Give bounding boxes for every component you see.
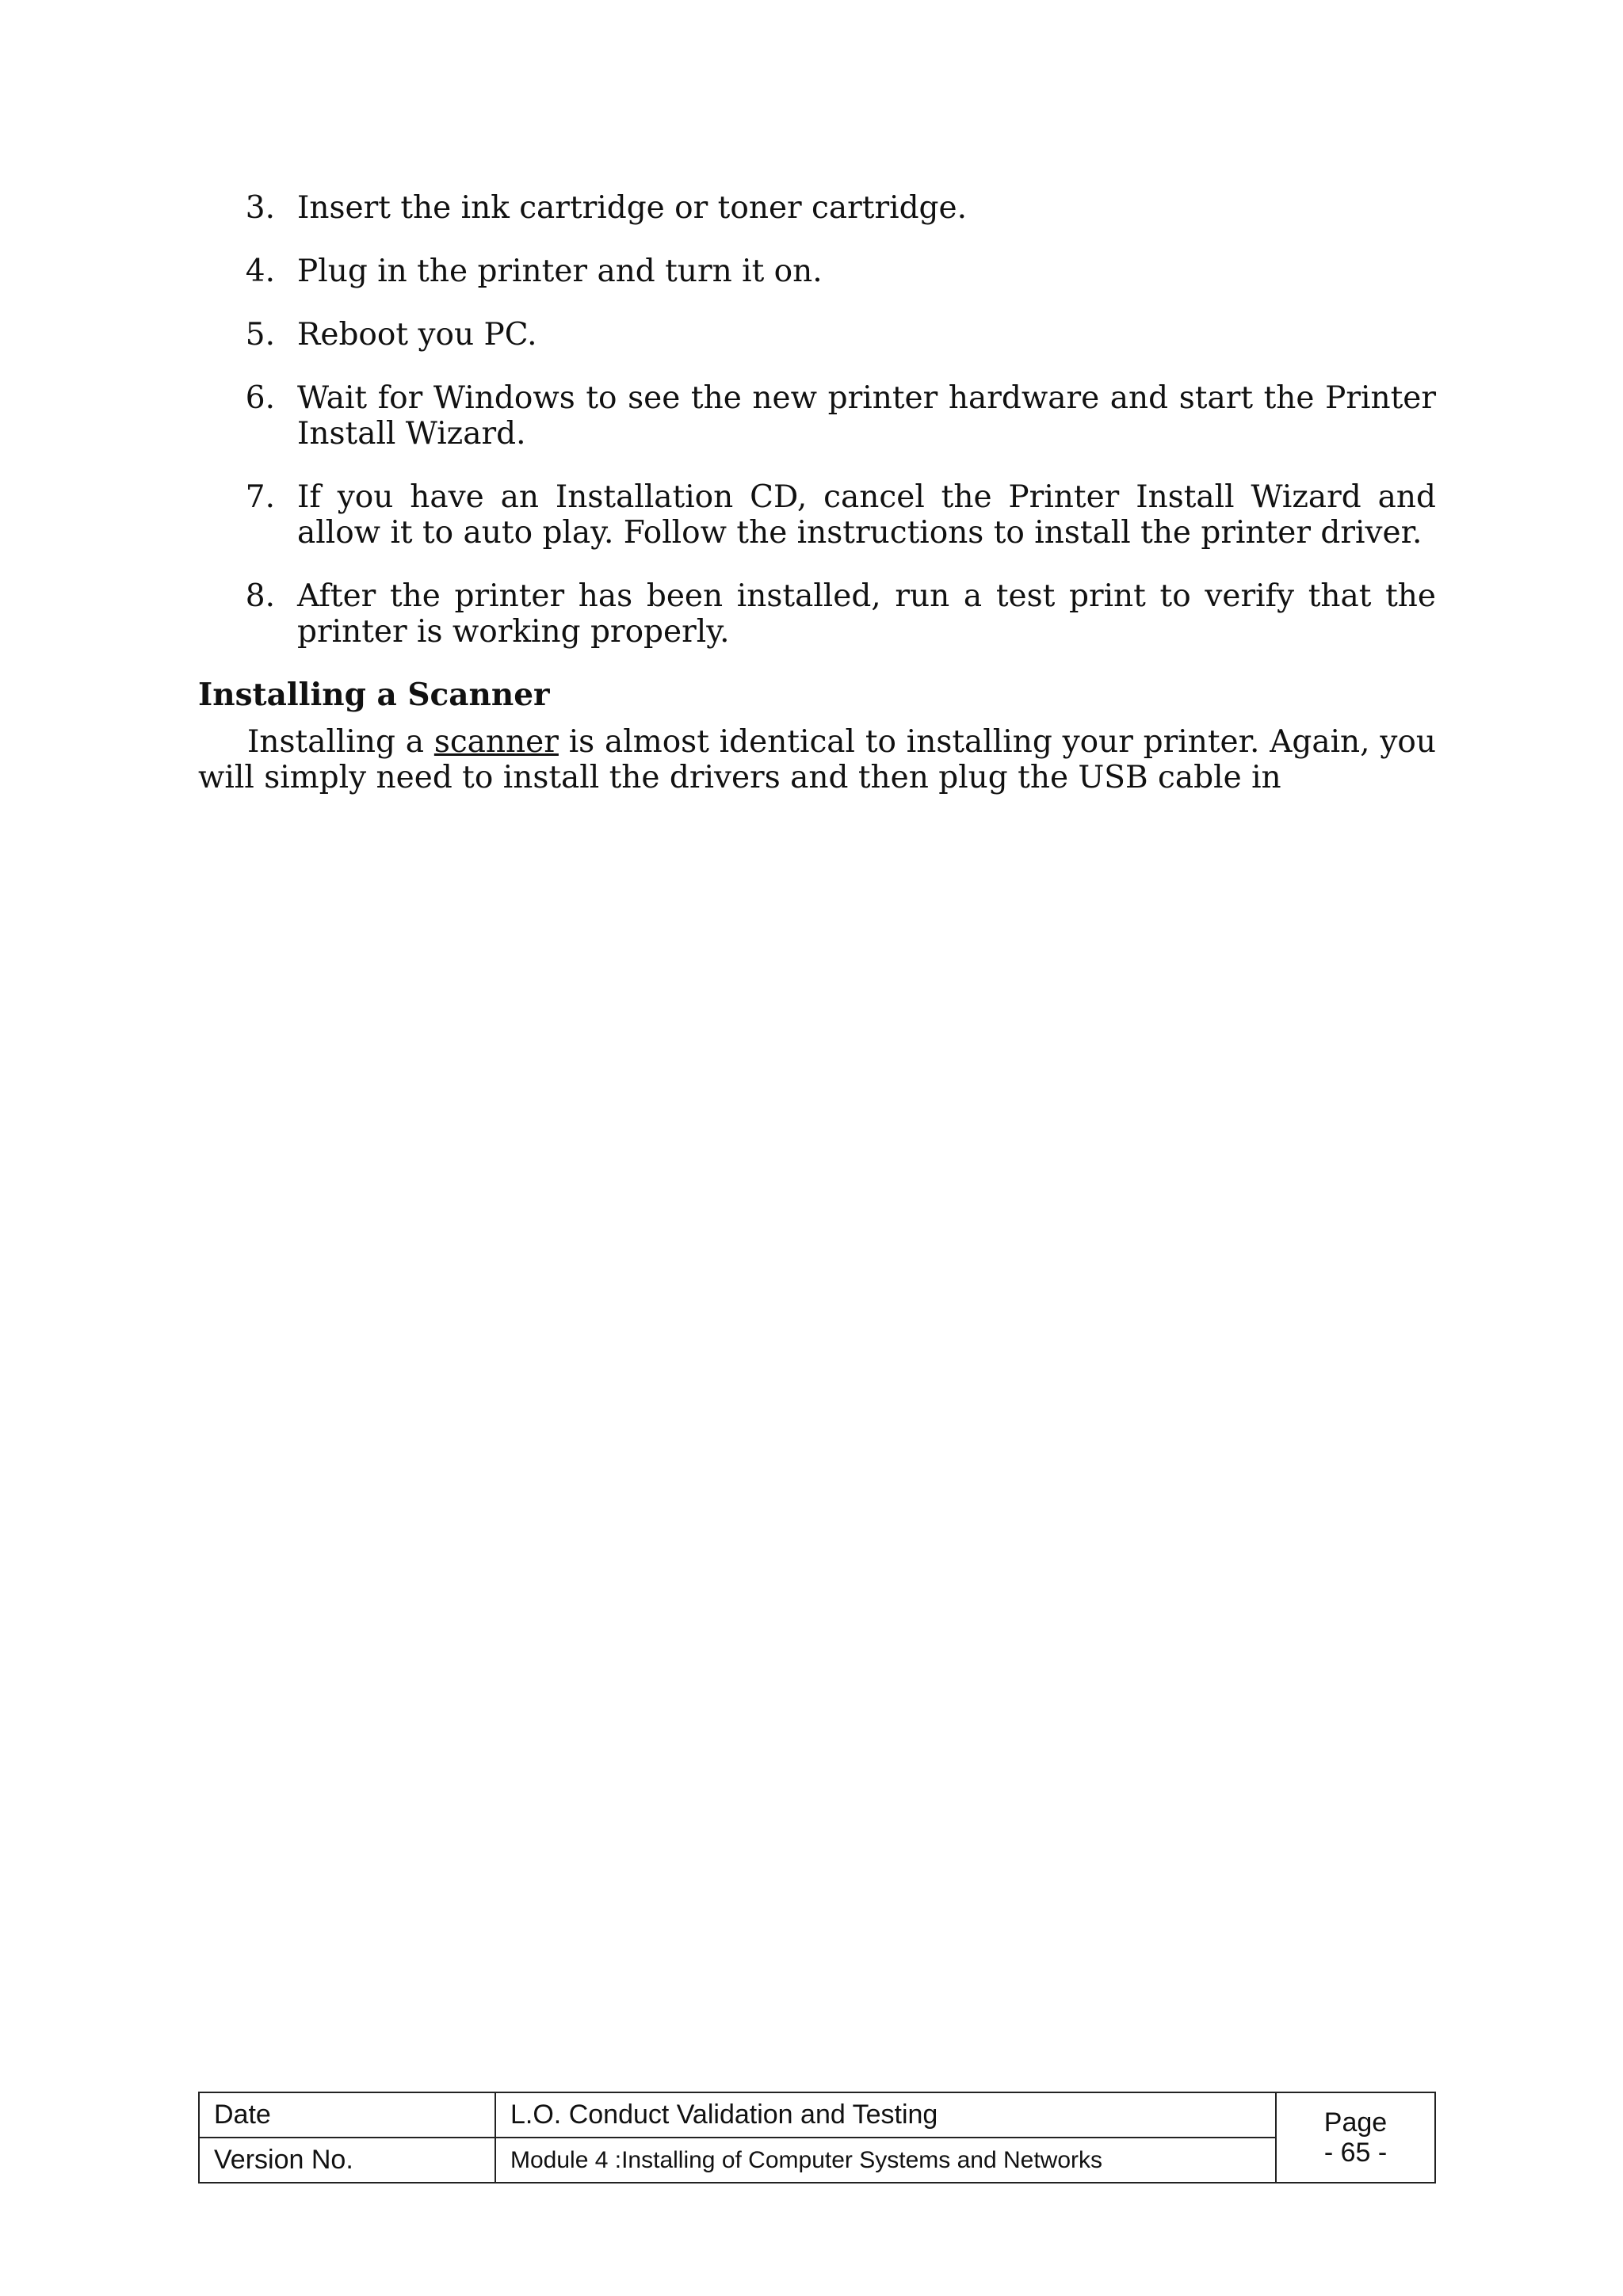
footer-module-title: Module 4 :Installing of Computer Systems and Networks [495,2138,1276,2183]
step-number: 4. [245,254,275,289]
footer-date-label: Date [199,2092,495,2138]
paragraph-text-end: is almost identical to installing your printer. Again, you will simply need to install the drivers and then plug the USB cable in [198,724,1436,795]
step-number: 6. [245,380,275,416]
step-number: 7. [245,479,275,515]
list-item [198,380,1436,452]
footer-page-cell [1276,2092,1435,2183]
step-number: 8. [245,578,275,614]
step-text: If you have an Installation CD, cancel the Printer Install Wizard and allow it to auto play. Follow the instructions to install the printer driver. [297,479,1436,551]
step-number: 3. [245,190,275,226]
footer-version-label: Version No. [199,2138,495,2183]
step-text: Wait for Windows to see the new printer hardware and start the Printer Install Wizard. [297,380,1436,452]
footer-table [198,2092,1436,2183]
step-text: Insert the ink cartridge or toner cartridge. [297,190,967,226]
section-heading: Installing a Scanner [198,677,550,713]
step-number: 5. [245,317,275,353]
paragraph-text-start: Installing a [247,724,434,760]
step-text: After the printer has been installed, run a test print to verify that the printer is working properly. [297,578,1436,650]
list-item [198,479,1436,551]
scanner-link[interactable]: scanner [433,724,559,760]
list-item [198,254,1436,289]
document-body [198,190,1436,795]
footer-page-label: Page [1323,2107,1388,2138]
footer-page-number: - 65 - [1323,2138,1388,2168]
scanner-paragraph [198,724,1436,795]
list-item [198,190,1436,226]
list-item [198,578,1436,650]
numbered-steps-list [198,190,1436,650]
step-text: Plug in the printer and turn it on. [297,254,823,289]
footer-lo-title: L.O. Conduct Validation and Testing [495,2092,1276,2138]
step-text: Reboot you PC. [297,317,537,353]
list-item [198,317,1436,353]
